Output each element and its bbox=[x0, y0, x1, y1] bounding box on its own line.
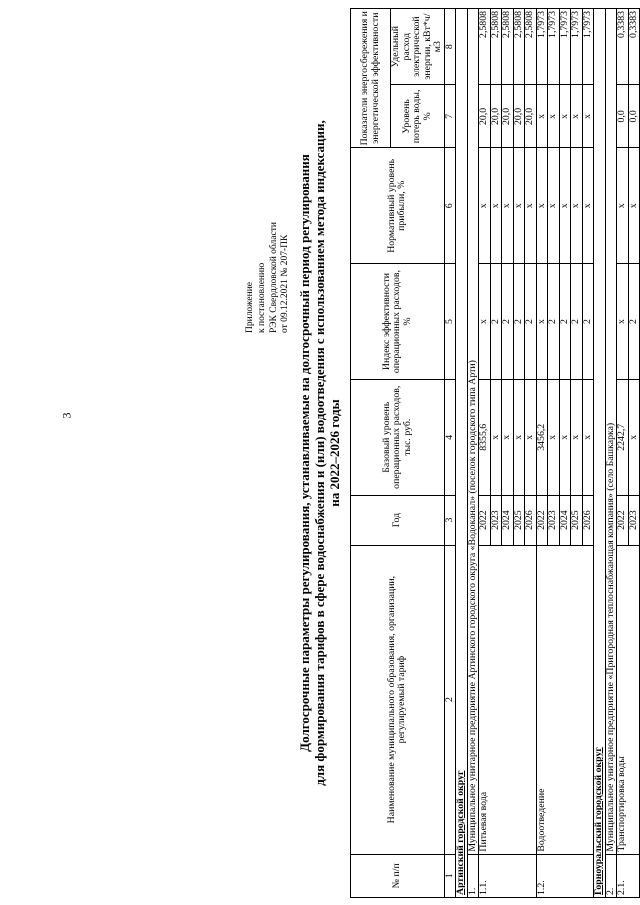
cell-base: x bbox=[548, 379, 560, 495]
column-number: 2 bbox=[444, 545, 456, 854]
table-row bbox=[617, 9, 629, 898]
cell-base: 2242,7 bbox=[617, 379, 629, 495]
cell-consumption: 2,5808 bbox=[525, 9, 537, 85]
cell-index: x bbox=[536, 264, 548, 380]
cell-base: x bbox=[502, 379, 514, 495]
cell-profit: x bbox=[479, 148, 491, 264]
cell-losses: x bbox=[559, 85, 571, 148]
header-consumption: Удельный расход электрической энергии, кВт*ч/м3 bbox=[391, 9, 445, 85]
title-line: для формирования тарифов в сфере водоснабжения и (или) водоотведения с использованием метода индексации, bbox=[312, 120, 327, 786]
item-number: 1.2. bbox=[536, 854, 594, 897]
rotated-content bbox=[245, 8, 640, 898]
cell-profit: x bbox=[525, 148, 537, 264]
cell-base: x bbox=[582, 379, 594, 495]
item-number: 1.1. bbox=[479, 854, 537, 897]
cell-consumption: 2,5808 bbox=[513, 9, 525, 85]
header-losses: Уровень потерь воды, % bbox=[391, 85, 445, 148]
cell-base: x bbox=[571, 379, 583, 495]
cell-losses: 20,0 bbox=[525, 85, 537, 148]
cell-losses: 20,0 bbox=[490, 85, 502, 148]
document-title bbox=[297, 8, 342, 898]
cell-year: 2025 bbox=[513, 495, 525, 545]
cell-losses: x bbox=[548, 85, 560, 148]
cell-losses: x bbox=[536, 85, 548, 148]
section-title: Горноуральский городской округ bbox=[594, 9, 606, 898]
cell-index: 2 bbox=[502, 264, 514, 380]
cell-losses: x bbox=[582, 85, 594, 148]
cell-index: 2 bbox=[582, 264, 594, 380]
cell-index: 2 bbox=[525, 264, 537, 380]
cell-consumption: 0,3383 bbox=[617, 9, 629, 85]
parameters-table-wrap bbox=[350, 8, 640, 898]
column-number: 8 bbox=[444, 9, 456, 85]
cell-year: 2023 bbox=[548, 495, 560, 545]
cell-base: x bbox=[559, 379, 571, 495]
cell-year: 2024 bbox=[559, 495, 571, 545]
section-row bbox=[456, 9, 468, 898]
cell-base: x bbox=[490, 379, 502, 495]
appendix-block bbox=[245, 73, 292, 333]
cell-consumption: 1,7973 bbox=[536, 9, 548, 85]
cell-losses: 0,0 bbox=[628, 85, 640, 148]
header-energy-group: Показатели энергосбережения и энергетической эффективности bbox=[351, 9, 391, 148]
org-name: Муниципальное унитарное предприятие «Пригородная теплоснабжающая компания» (село Башкарка) bbox=[605, 9, 617, 855]
cell-losses: 0,0 bbox=[617, 85, 629, 148]
cell-consumption: 1,7973 bbox=[582, 9, 594, 85]
title-line: на 2022–2026 годы bbox=[327, 399, 342, 507]
cell-index: 2 bbox=[513, 264, 525, 380]
appendix-line: РЭК Свердловской области bbox=[268, 222, 279, 333]
cell-index: x bbox=[617, 264, 629, 380]
cell-losses: 20,0 bbox=[502, 85, 514, 148]
cell-profit: x bbox=[548, 148, 560, 264]
column-number: 1 bbox=[444, 854, 456, 897]
column-number: 5 bbox=[444, 264, 456, 380]
cell-index: 2 bbox=[548, 264, 560, 380]
table-row bbox=[536, 9, 548, 898]
cell-consumption: 1,7973 bbox=[548, 9, 560, 85]
header-num: № п/п bbox=[351, 854, 445, 897]
parameters-table bbox=[350, 8, 640, 898]
title-line: Долгосрочные параметры регулирования, устанавливаемые на долгосрочный период регулирования bbox=[297, 154, 312, 752]
cell-year: 2025 bbox=[571, 495, 583, 545]
cell-index: 2 bbox=[559, 264, 571, 380]
org-name: Муниципальное унитарное предприятие Артинского городского округа «Водоканал» (поселок городского типа Арти) bbox=[467, 9, 479, 855]
organization-row bbox=[467, 9, 479, 898]
cell-consumption: 2,5808 bbox=[502, 9, 514, 85]
cell-profit: x bbox=[628, 148, 640, 264]
header-year: Год bbox=[351, 495, 445, 545]
cell-index: 2 bbox=[490, 264, 502, 380]
column-numbers-row bbox=[444, 9, 456, 898]
cell-consumption: 2,5808 bbox=[490, 9, 502, 85]
section-title: Артинский городской округ bbox=[456, 9, 468, 898]
column-number: 4 bbox=[444, 379, 456, 495]
header-profit: Нормативный уровень прибыли, % bbox=[351, 148, 445, 264]
cell-consumption: 0,3383 bbox=[628, 9, 640, 85]
cell-losses: x bbox=[571, 85, 583, 148]
cell-losses: 20,0 bbox=[513, 85, 525, 148]
table-body bbox=[456, 9, 640, 898]
cell-year: 2022 bbox=[479, 495, 491, 545]
cell-base: x bbox=[525, 379, 537, 495]
cell-year: 2026 bbox=[525, 495, 537, 545]
cell-losses: 20,0 bbox=[479, 85, 491, 148]
cell-profit: x bbox=[490, 148, 502, 264]
table-row bbox=[479, 9, 491, 898]
cell-base: x bbox=[628, 379, 640, 495]
header-base: Базовый уровень операционных расходов, тыс. руб. bbox=[351, 379, 445, 495]
org-number: 1. bbox=[467, 854, 479, 897]
cell-profit: x bbox=[582, 148, 594, 264]
cell-index: 2 bbox=[628, 264, 640, 380]
cell-profit: x bbox=[513, 148, 525, 264]
cell-base: 3456,2 bbox=[536, 379, 548, 495]
cell-base: 8355,6 bbox=[479, 379, 491, 495]
org-number: 2. bbox=[605, 854, 617, 897]
cell-consumption: 2,5808 bbox=[479, 9, 491, 85]
cell-consumption: 1,7973 bbox=[571, 9, 583, 85]
cell-profit: x bbox=[536, 148, 548, 264]
item-name: Транспортировка воды bbox=[617, 545, 640, 854]
organization-row bbox=[605, 9, 617, 898]
cell-year: 2026 bbox=[582, 495, 594, 545]
header-name: Наименование муниципального образования, организации, регулируемый тариф bbox=[351, 545, 445, 854]
cell-profit: x bbox=[571, 148, 583, 264]
cell-index: x bbox=[479, 264, 491, 380]
section-row bbox=[594, 9, 606, 898]
page-number: 3 bbox=[59, 412, 74, 419]
cell-year: 2022 bbox=[536, 495, 548, 545]
cell-year: 2023 bbox=[628, 495, 640, 545]
appendix-line: от 09.12.2021 № 207-ПК bbox=[280, 234, 291, 333]
cell-base: x bbox=[513, 379, 525, 495]
cell-index: 2 bbox=[571, 264, 583, 380]
appendix-line: к постановлению bbox=[256, 262, 267, 333]
column-number: 6 bbox=[444, 148, 456, 264]
column-number: 3 bbox=[444, 495, 456, 545]
cell-profit: x bbox=[502, 148, 514, 264]
cell-consumption: 1,7973 bbox=[559, 9, 571, 85]
column-number: 7 bbox=[444, 85, 456, 148]
item-name: Питьевая вода bbox=[479, 545, 537, 854]
cell-year: 2024 bbox=[502, 495, 514, 545]
cell-year: 2023 bbox=[490, 495, 502, 545]
item-name: Водоотведение bbox=[536, 545, 594, 854]
header-index: Индекс эффективности операционных расходов, % bbox=[351, 264, 445, 380]
cell-profit: x bbox=[559, 148, 571, 264]
item-number: 2.1. bbox=[617, 854, 640, 897]
appendix-line: Приложение bbox=[245, 282, 255, 333]
cell-profit: x bbox=[617, 148, 629, 264]
cell-year: 2022 bbox=[617, 495, 629, 545]
